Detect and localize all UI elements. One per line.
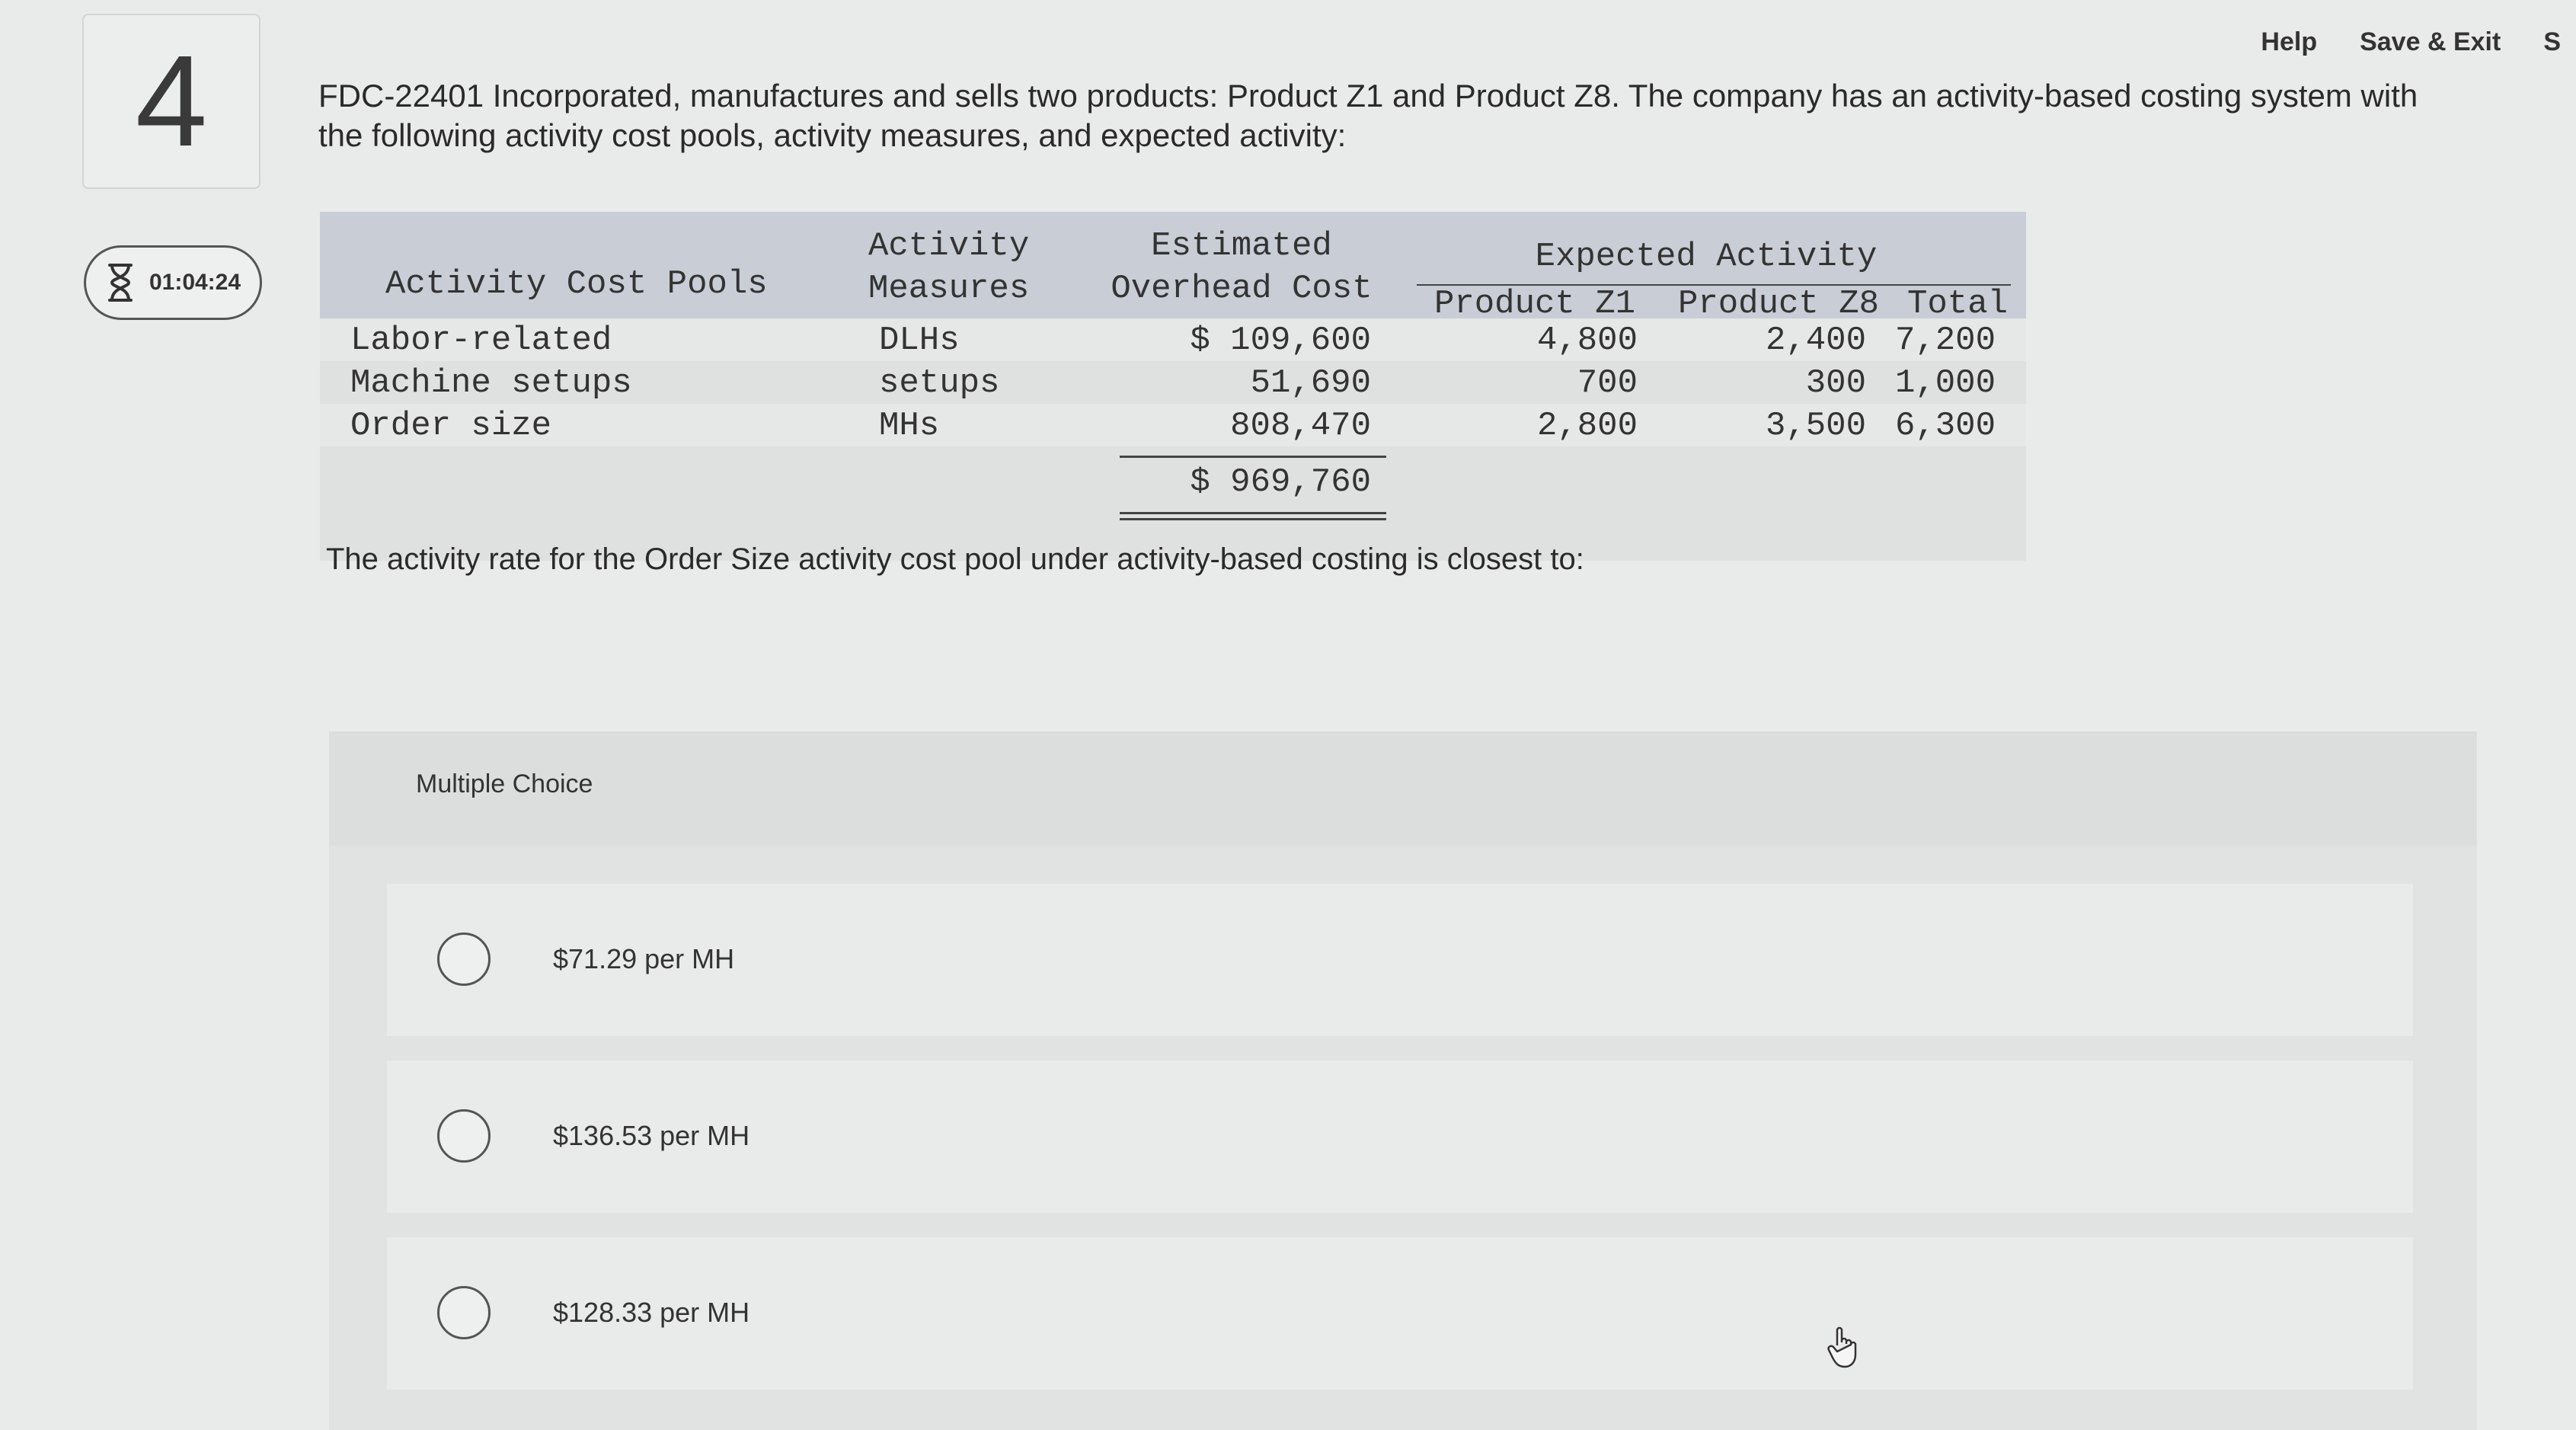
- cell-pool: Labor-related: [350, 322, 612, 360]
- header-activity-1: Activity: [868, 227, 1030, 265]
- top-bar: [2149, 0, 2576, 84]
- cell-z8: 2,400: [1765, 322, 1866, 360]
- cell-total: 6,300: [1894, 407, 1996, 445]
- cell-total: 1,000: [1894, 364, 1996, 402]
- answer-option-label: $128.33 per MH: [553, 1297, 750, 1328]
- cell-z8: 300: [1805, 364, 1866, 402]
- cell-z1: 700: [1577, 364, 1638, 402]
- cell-cost: 51,690: [1250, 364, 1371, 402]
- multiple-choice-label: Multiple Choice: [416, 769, 593, 798]
- header-total: Total: [1906, 285, 2009, 323]
- header-product-z1: Product Z1: [1433, 285, 1636, 323]
- answer-option[interactable]: [387, 1237, 2413, 1390]
- answer-option-label: $136.53 per MH: [553, 1120, 750, 1151]
- cell-z8: 3,500: [1765, 407, 1866, 445]
- header-measures-2: Measures: [868, 270, 1030, 308]
- multiple-choice-panel: [329, 731, 2477, 1430]
- hand-cursor-icon: [1825, 1324, 1862, 1370]
- cell-cost: 808,470: [1230, 407, 1371, 445]
- cell-z1: 4,800: [1536, 322, 1638, 360]
- hourglass-icon: [105, 263, 136, 302]
- answer-option[interactable]: [387, 1061, 2413, 1213]
- header-estimated-1: Estimated: [1151, 227, 1332, 265]
- activity-table: [320, 212, 2026, 561]
- cell-measure: DLHs: [879, 322, 960, 360]
- cell-total: 7,200: [1894, 322, 1996, 360]
- cell-measure: MHs: [879, 407, 940, 445]
- sub-question-text: The activity rate for the Order Size activity cost pool under activity-based costing is closest to:: [326, 542, 1584, 576]
- answer-option-label: $71.29 per MH: [553, 943, 735, 974]
- question-number: 4: [135, 29, 208, 174]
- header-activity-cost-pools: Activity Cost Pools: [385, 265, 768, 303]
- cell-pool: Order size: [350, 407, 552, 445]
- submit-link[interactable]: S: [2543, 27, 2561, 56]
- cell-pool: Machine setups: [350, 364, 632, 402]
- timer-badge[interactable]: [84, 245, 262, 320]
- save-exit-link[interactable]: Save & Exit: [2360, 27, 2501, 56]
- help-link[interactable]: Help: [2261, 27, 2318, 56]
- radio-button[interactable]: [437, 933, 491, 986]
- timer-text: 01:04:24: [149, 270, 241, 295]
- header-product-z8: Product Z8: [1677, 285, 1880, 323]
- question-number-box: [82, 14, 260, 189]
- radio-button[interactable]: [437, 1286, 491, 1339]
- cell-cost: $ 109,600: [1190, 322, 1371, 360]
- cell-measure: setups: [879, 364, 1000, 402]
- question-text: FDC-22401 Incorporated, manufactures and sells two products: Product Z1 and Product Z8. The company has an activity-based costing system with the following activity cost pools, activity measures, and expected activity:: [318, 78, 2418, 153]
- subtotal-line: [1120, 456, 1386, 458]
- total-double-line-bottom: [1120, 518, 1386, 520]
- header-overhead-cost-2: Overhead Cost: [1111, 270, 1373, 308]
- header-expected-activity: Expected Activity: [1535, 238, 1878, 276]
- total-double-line-top: [1120, 512, 1386, 514]
- cell-z1: 2,800: [1536, 407, 1638, 445]
- answer-option[interactable]: [387, 884, 2413, 1036]
- cell-total-cost: $ 969,760: [1190, 463, 1371, 501]
- radio-button[interactable]: [437, 1109, 491, 1163]
- multiple-choice-header: [329, 731, 2477, 846]
